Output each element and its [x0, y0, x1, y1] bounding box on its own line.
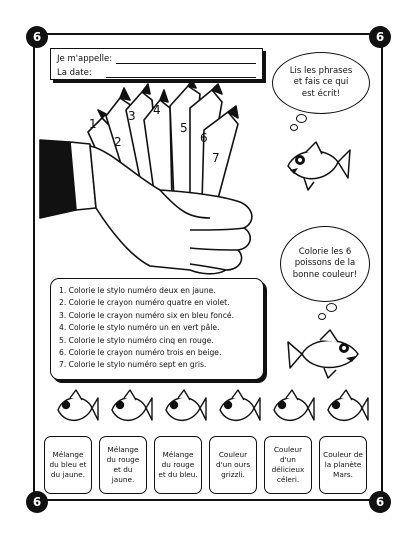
color-clue-card-3: [154, 436, 202, 494]
color-clue-card-6: [319, 436, 367, 494]
fish-to-color-1[interactable]: [58, 390, 98, 420]
color-clue-card-2: [99, 436, 147, 494]
color-clue-text: Mélange du bleu et du jaune.: [49, 450, 87, 479]
bubble-dot: [318, 313, 326, 320]
page-number-top-left: 6: [26, 26, 48, 48]
fish-to-color-6[interactable]: [328, 390, 368, 420]
color-clue-text: Mélange du rouge et du jaune.: [106, 445, 140, 484]
instruction-item: 3. Colorie le crayon numéro six en bleu foncé.: [59, 310, 234, 320]
pencil-number-2: 2: [114, 135, 122, 149]
bubble-mid-text: Colorie les 6 poissons de la bonne couleur!: [292, 246, 358, 280]
name-line[interactable]: [116, 55, 256, 64]
page-number-bottom-right: 6: [369, 491, 391, 513]
color-clue-text: Couleur de la planète Mars.: [323, 450, 363, 479]
instruction-item: 5. Colorie le stylo numéro cinq en rouge.: [59, 335, 214, 345]
color-clue-card-1: [44, 436, 92, 494]
instruction-item: 6. Colorie le crayon numéro trois en beige.: [59, 348, 222, 358]
name-label: Je m'appelle:: [57, 54, 113, 64]
fish-to-color-3[interactable]: [166, 390, 206, 420]
pencil-number-5: 5: [180, 121, 188, 135]
instruction-item: 2. Colorie le crayon numéro quatre en violet.: [59, 298, 230, 308]
thought-bubble-middle: [280, 226, 370, 302]
color-clue-card-5: [264, 436, 312, 494]
fish-illustration: [286, 328, 364, 382]
thought-bubble-top: [272, 52, 370, 114]
fish-to-color-5[interactable]: [274, 390, 314, 420]
pencil-number-1: 1: [89, 117, 97, 131]
bubble-dot: [326, 303, 337, 312]
bubble-top-text: Lis les phrases et fais ce qui est écrit!: [289, 65, 353, 99]
instruction-item: 7. Colorie le stylo numéro sept en gris.: [59, 360, 207, 370]
page-number-top-right: 6: [369, 26, 391, 48]
fish-row: [50, 386, 370, 434]
fish-illustration: [282, 138, 352, 198]
color-clue-text: Mélange du rouge et du bleu.: [158, 450, 198, 479]
instruction-item: 4. Colorie le stylo numéro un en vert pâle.: [59, 323, 220, 333]
instructions-box: [50, 278, 264, 380]
pencil-number-7: 7: [212, 151, 220, 165]
fish-to-color-4[interactable]: [220, 390, 260, 420]
pencil-number-6: 6: [200, 131, 208, 145]
instruction-item: 1. Colorie le stylo numéro deux en jaune.: [59, 286, 216, 295]
bubble-dot: [290, 124, 298, 131]
color-clue-text: Couleur d'un délicieux céleri.: [271, 445, 305, 484]
date-label: La date:: [57, 68, 92, 78]
hand-with-pencils-illustration: [40, 80, 280, 280]
pencil-number-3: 3: [128, 109, 136, 123]
date-line[interactable]: [106, 69, 256, 78]
name-date-box: [50, 48, 263, 80]
color-clue-card-4: [209, 436, 257, 494]
page-number-bottom-left: 6: [26, 491, 48, 513]
fish-to-color-2[interactable]: [112, 390, 152, 420]
color-clue-text: Couleur d'un ours grizzli.: [215, 450, 251, 479]
bubble-dot: [296, 114, 307, 123]
pencil-number-4: 4: [153, 103, 161, 117]
